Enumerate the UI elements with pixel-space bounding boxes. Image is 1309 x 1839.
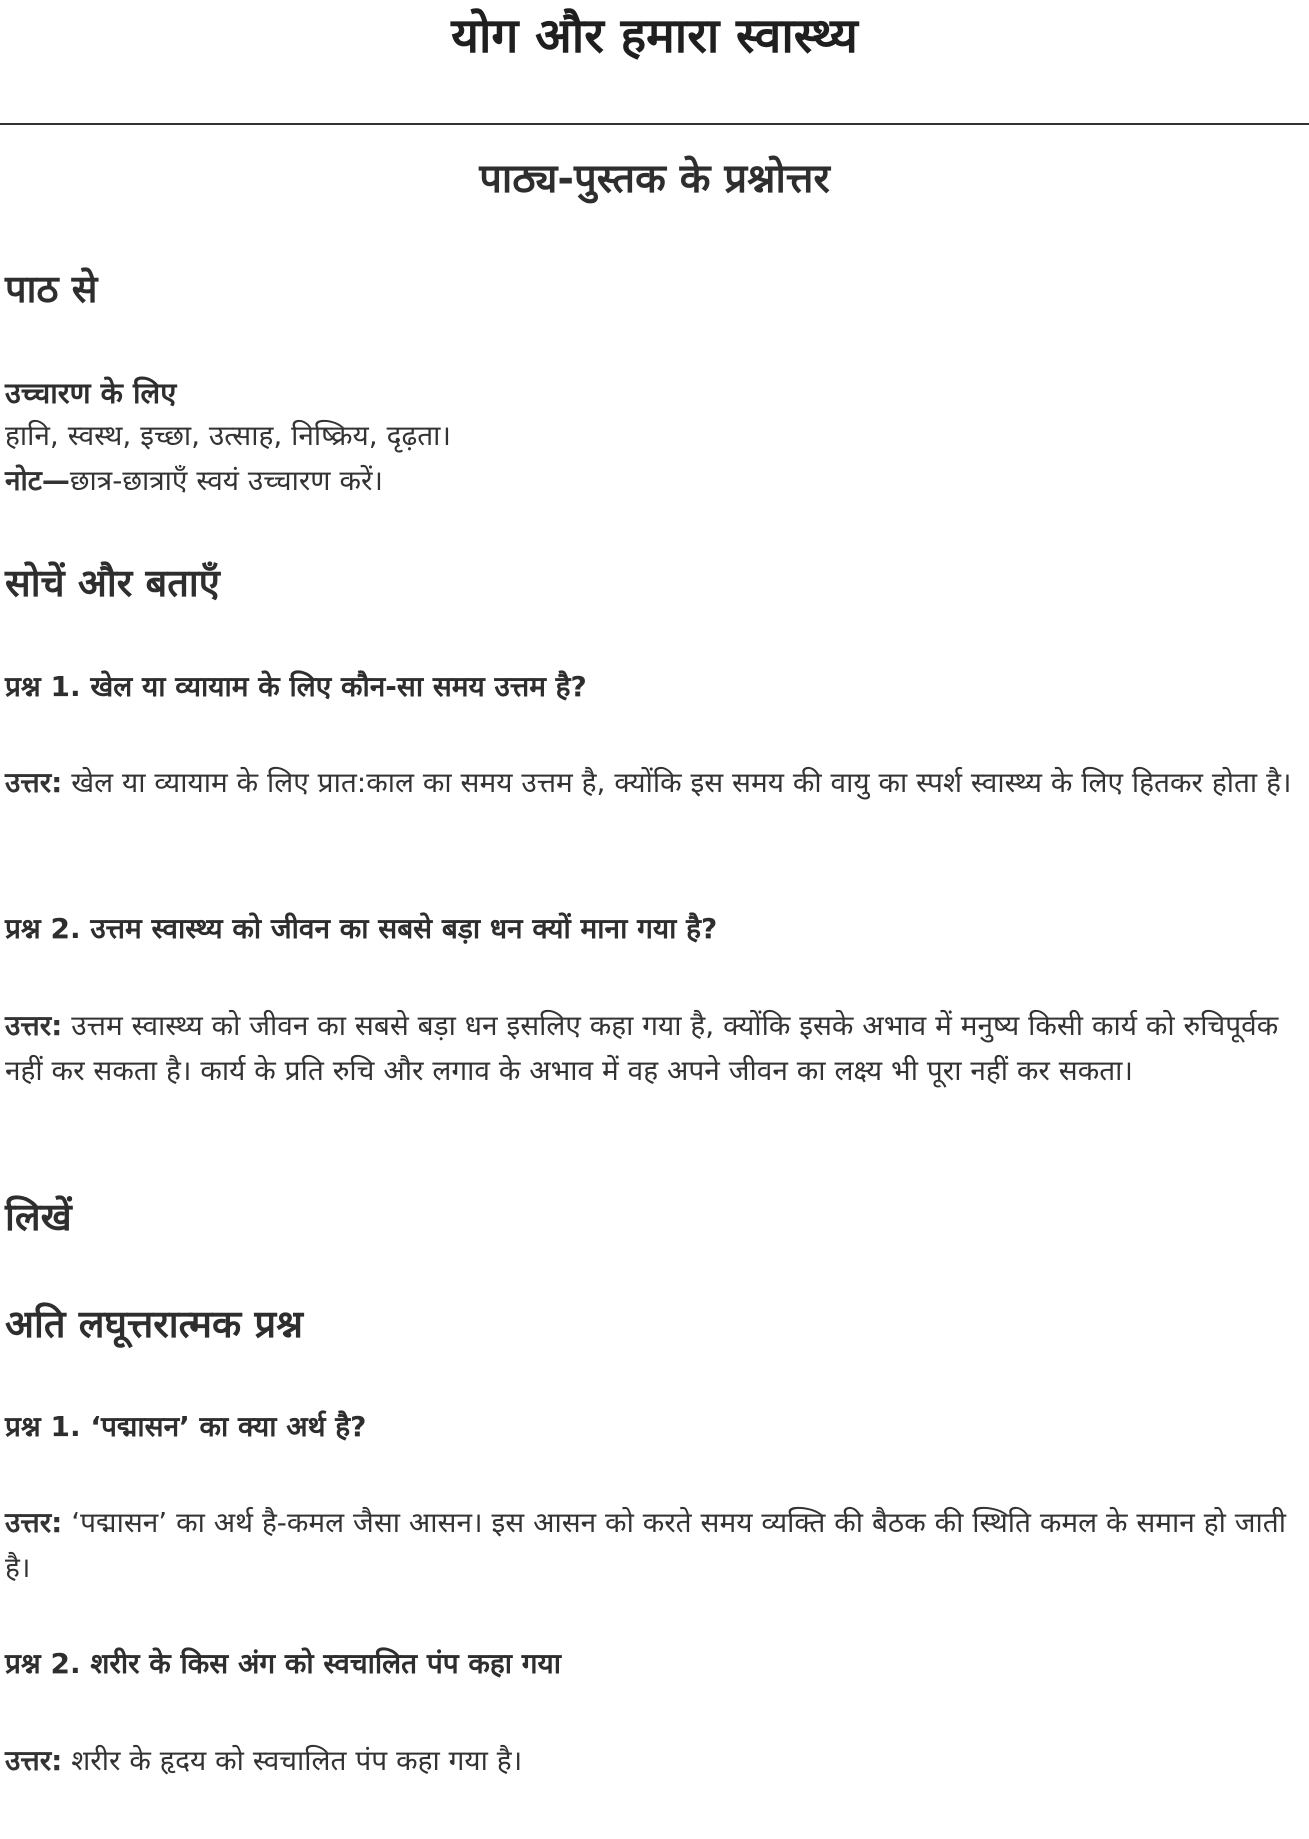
subheading-uchcharan: उच्चारण के लिए: [5, 376, 177, 410]
note-line: [5, 458, 1305, 503]
question-3: प्रश्न 1. ‘पद्मासन’ का क्या अर्थ है?: [5, 1410, 367, 1443]
section-heading-soche-batayen: सोचें और बताएँ: [5, 561, 220, 605]
answer-label: उत्तर:: [5, 1744, 63, 1777]
answer-text: खेल या व्यायाम के लिए प्रात:काल का समय उत्तम है, क्योंकि इस समय की वायु का स्पर्श स्वास्थ्य के लिए हितकर होता है।: [71, 766, 1292, 799]
answer-2: [5, 1003, 1305, 1093]
question-2: प्रश्न 2. उत्तम स्वास्थ्य को जीवन का सबसे बड़ा धन क्यों माना गया है?: [5, 912, 718, 945]
pronunciation-words: हानि, स्वस्थ, इच्छा, उत्साह, निष्क्रिय, दृढ़ता।: [5, 419, 452, 452]
answer-text: शरीर के हृदय को स्वचालित पंप कहा गया है।: [71, 1744, 523, 1777]
answer-3: [5, 1500, 1305, 1590]
answer-label: उत्तर:: [5, 766, 63, 799]
note-text: छात्र-छात्राएँ स्वयं उच्चारण करें।: [69, 464, 384, 497]
section-heading-likhen: लिखें: [5, 1195, 72, 1239]
section-heading-path-se: पाठ से: [5, 267, 98, 311]
page-subtitle: पाठ्य-पुस्तक के प्रश्नोत्तर: [479, 156, 830, 202]
question-1: प्रश्न 1. खेल या व्यायाम के लिए कौन-सा समय उत्तम है?: [5, 670, 587, 703]
answer-text: ‘पद्मासन’ का अर्थ है-कमल जैसा आसन। इस आसन को करते समय व्यक्ति की बैठक की स्थिति कमल के समान हो जाती है।: [5, 1506, 1287, 1584]
title-divider: [0, 123, 1309, 125]
section-heading-ati-laghu: अति लघूत्तरात्मक प्रश्न: [5, 1302, 303, 1346]
answer-4: [5, 1738, 1305, 1783]
question-4: प्रश्न 2. शरीर के किस अंग को स्वचालित पंप कहा गया: [5, 1647, 562, 1680]
answer-text: उत्तम स्वास्थ्य को जीवन का सबसे बड़ा धन इसलिए कहा गया है, क्योंकि इसके अभाव में मनुष्य किसी कार्य को रुचिपूर्वक नहीं कर सकता है। कार्य के प्रति रुचि और लगाव के अभाव में वह अपने जीवन का लक्ष्य भी पूरा नहीं कर सकता।: [5, 1009, 1279, 1087]
note-label: नोट—: [5, 464, 70, 497]
answer-1: [5, 760, 1305, 805]
answer-label: उत्तर:: [5, 1009, 63, 1042]
page-title: योग और हमारा स्वास्थ्य: [451, 8, 858, 64]
answer-label: उत्तर:: [5, 1506, 63, 1539]
